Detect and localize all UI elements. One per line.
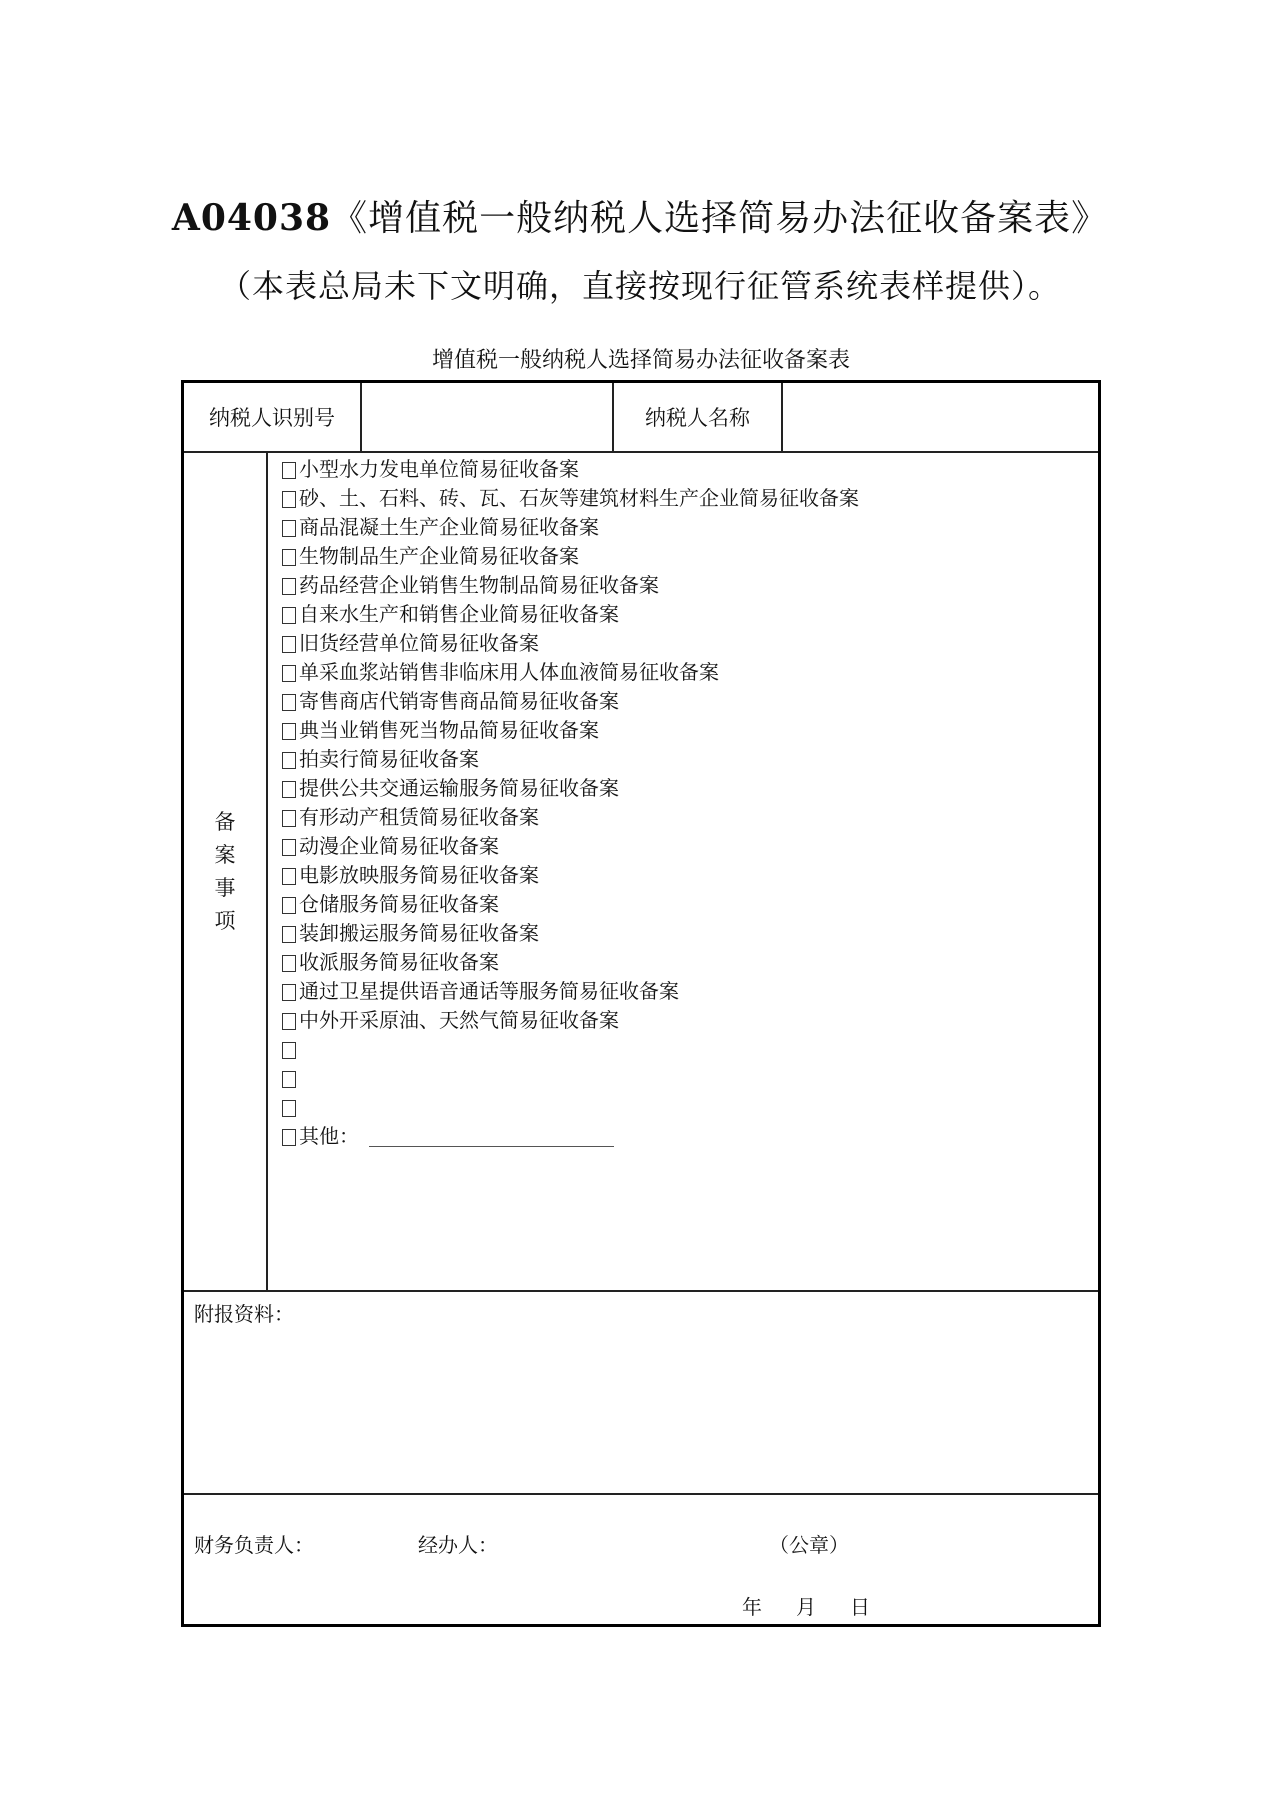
filing-items-row: [184, 453, 1098, 1292]
filing-option-other[interactable]: [282, 1122, 1088, 1151]
option-label: 寄售商店代销寄售商品简易征收备案: [299, 689, 619, 713]
checkbox[interactable]: [282, 868, 296, 885]
filing-option[interactable]: [282, 919, 1088, 948]
checkbox[interactable]: [282, 520, 296, 537]
filing-option[interactable]: [282, 977, 1088, 1006]
taxpayer-id-field[interactable]: [362, 383, 612, 451]
checkbox[interactable]: [282, 839, 296, 856]
option-label: 仓储服务简易征收备案: [299, 892, 499, 916]
option-label: 收派服务简易征收备案: [299, 950, 499, 974]
filing-option-blank[interactable]: [282, 1064, 1088, 1093]
checkbox[interactable]: [282, 926, 296, 943]
taxpayer-id-label: 纳税人识别号: [209, 406, 335, 430]
option-label: 拍卖行简易征收备案: [299, 747, 479, 771]
checkbox[interactable]: [282, 1071, 296, 1088]
filing-option[interactable]: [282, 629, 1088, 658]
filing-option[interactable]: [282, 600, 1088, 629]
filing-option[interactable]: [282, 484, 1088, 513]
filing-option[interactable]: [282, 687, 1088, 716]
year-label: 年: [742, 1595, 762, 1619]
document-title: [0, 196, 1280, 241]
option-label: 中外开采原油、天然气简易征收备案: [299, 1008, 619, 1032]
checkbox[interactable]: [282, 781, 296, 798]
filing-option[interactable]: [282, 571, 1088, 600]
checkbox[interactable]: [282, 607, 296, 624]
filing-option[interactable]: [282, 658, 1088, 687]
taxpayer-name-field[interactable]: [783, 383, 1098, 451]
filing-option[interactable]: [282, 832, 1088, 861]
checkbox[interactable]: [282, 462, 296, 479]
filing-option-blank[interactable]: [282, 1035, 1088, 1064]
divider: [266, 453, 268, 1290]
filing-option[interactable]: [282, 716, 1088, 745]
option-label: 商品混凝土生产企业简易征收备案: [299, 515, 599, 539]
checkbox[interactable]: [282, 1100, 296, 1117]
checkbox[interactable]: [282, 1013, 296, 1030]
filing-option[interactable]: [282, 890, 1088, 919]
checkbox[interactable]: [282, 665, 296, 682]
checkbox[interactable]: [282, 752, 296, 769]
filing-form-table: [181, 380, 1101, 1627]
option-label: 动漫企业简易征收备案: [299, 834, 499, 858]
label-char: 备: [214, 809, 236, 834]
signatures-row: [184, 1495, 1098, 1627]
month-label: 月: [796, 1595, 816, 1619]
option-label: 旧货经营单位简易征收备案: [299, 631, 539, 655]
day-label: 日: [850, 1595, 870, 1619]
form-name: 《增值税一般纳税人选择简易办法征收备案表》: [331, 198, 1109, 239]
checkbox[interactable]: [282, 549, 296, 566]
checkbox[interactable]: [282, 636, 296, 653]
filing-option-blank[interactable]: [282, 1093, 1088, 1122]
option-label: 装卸搬运服务简易征收备案: [299, 921, 539, 945]
option-label: 自来水生产和销售企业简易征收备案: [299, 602, 619, 626]
checkbox[interactable]: [282, 955, 296, 972]
document-note: （本表总局未下文明确，直接按现行征管系统表样提供）。: [218, 267, 1061, 305]
option-label: 药品经营企业销售生物制品简易征收备案: [299, 573, 659, 597]
filing-option[interactable]: [282, 513, 1088, 542]
filing-option[interactable]: [282, 1006, 1088, 1035]
handler-label: 经办人：: [418, 1533, 498, 1557]
taxpayer-name-label: 纳税人名称: [645, 406, 750, 430]
checkbox[interactable]: [282, 810, 296, 827]
option-label: 有形动产租赁简易征收备案: [299, 805, 539, 829]
option-label: 电影放映服务简易征收备案: [299, 863, 539, 887]
other-label: 其他：: [299, 1124, 359, 1148]
checkbox[interactable]: [282, 723, 296, 740]
option-label: 生物制品生产企业简易征收备案: [299, 544, 579, 568]
option-label: 单采血浆站销售非临床用人体血液简易征收备案: [299, 660, 719, 684]
checkbox[interactable]: [282, 1129, 296, 1146]
table-caption: 增值税一般纳税人选择简易办法征收备案表: [431, 348, 850, 373]
checkbox[interactable]: [282, 491, 296, 508]
checkbox[interactable]: [282, 984, 296, 1001]
option-label: 通过卫星提供语音通话等服务简易征收备案: [299, 979, 679, 1003]
attachments-label: 附报资料：: [194, 1302, 294, 1326]
checkbox[interactable]: [282, 694, 296, 711]
option-label: 典当业销售死当物品简易征收备案: [299, 718, 599, 742]
label-char: 案: [214, 842, 236, 867]
filing-option[interactable]: [282, 542, 1088, 571]
filing-options-list: [282, 455, 1088, 1151]
checkbox[interactable]: [282, 1042, 296, 1059]
option-label: 砂、土、石料、砖、瓦、石灰等建筑材料生产企业简易征收备案: [299, 486, 859, 510]
other-input-line[interactable]: [369, 1126, 614, 1147]
filing-option[interactable]: [282, 455, 1088, 484]
checkbox[interactable]: [282, 897, 296, 914]
seal-label: （公章）: [769, 1533, 849, 1557]
finance-head-label: 财务负责人：: [194, 1533, 314, 1557]
checkbox[interactable]: [282, 578, 296, 595]
filing-items-label: [184, 453, 266, 1290]
filing-option[interactable]: [282, 948, 1088, 977]
label-char: 事: [214, 875, 236, 900]
option-label: 提供公共交通运输服务简易征收备案: [299, 776, 619, 800]
filing-option[interactable]: [282, 861, 1088, 890]
attachments-row: [184, 1292, 1098, 1495]
filing-option[interactable]: [282, 774, 1088, 803]
form-code: A04038: [171, 197, 332, 239]
filing-option[interactable]: [282, 803, 1088, 832]
attachments-field[interactable]: [194, 1332, 1088, 1483]
option-label: 小型水力发电单位简易征收备案: [299, 457, 579, 481]
taxpayer-info-row: [184, 383, 1098, 453]
filing-option[interactable]: [282, 745, 1088, 774]
label-char: 项: [214, 908, 236, 933]
